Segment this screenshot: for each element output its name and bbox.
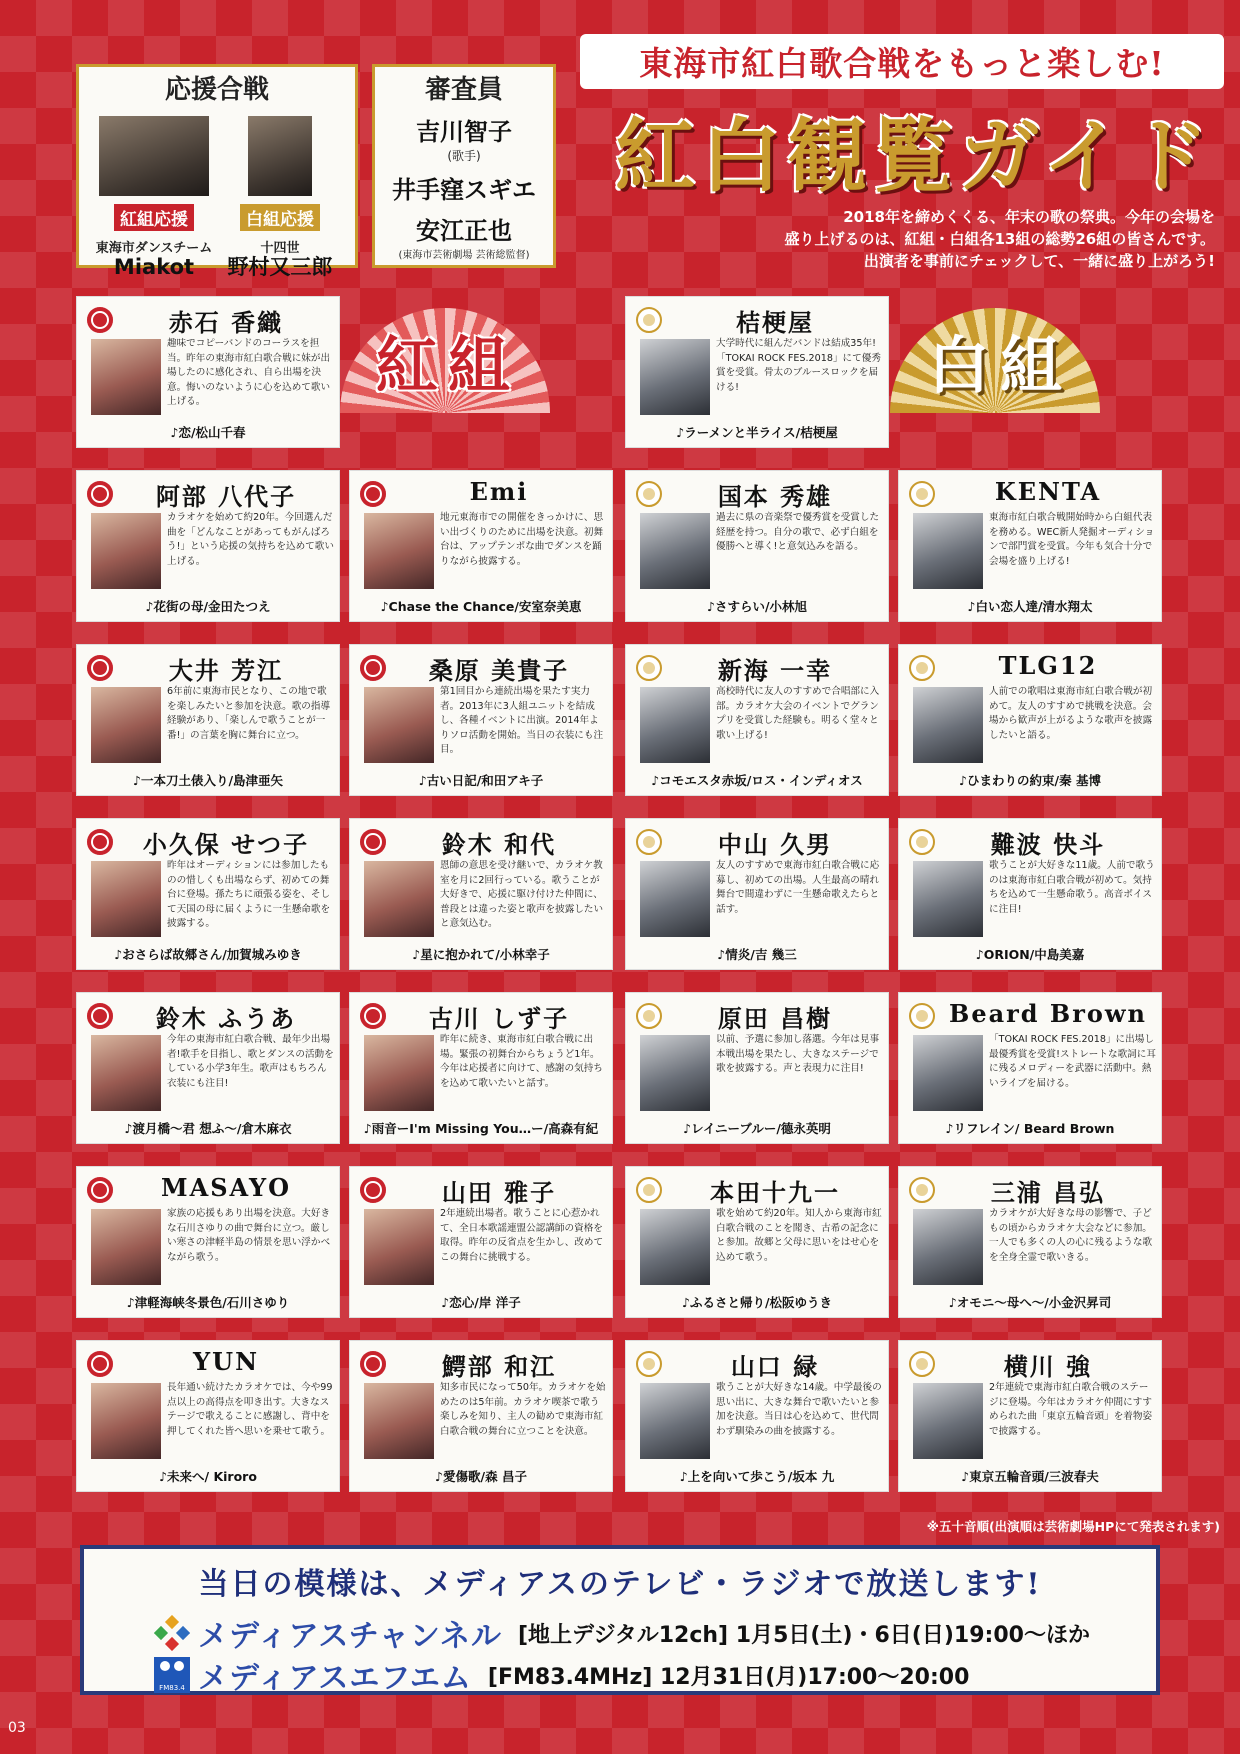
performer-photo <box>91 1035 161 1111</box>
white-support-name: 野村又三郎 <box>227 255 333 279</box>
performer-name: 原田 昌樹 <box>717 1004 833 1033</box>
performer-photo <box>364 513 434 589</box>
performer-card <box>898 1340 1162 1492</box>
performer-card <box>625 818 889 970</box>
performer-card <box>625 296 889 448</box>
performer-song: ♪恋心/岸 洋子 <box>441 1295 521 1310</box>
performer-card <box>349 644 613 796</box>
fm-row <box>154 1653 969 1697</box>
performer-card <box>349 1166 613 1318</box>
white-crest-icon <box>636 1003 662 1029</box>
performer-photo <box>913 1035 983 1111</box>
performer-photo <box>364 687 434 763</box>
white-crest-icon <box>636 1351 662 1377</box>
page-title: 紅白観覧ガイド <box>615 109 1215 203</box>
performer-description: 今年の東海市紅白歌合戦、最年少出場者!歌手を目指し、歌とダンスの活動をしている小学3年生。歌声はもちろん衣装にも注目! <box>167 1034 334 1089</box>
performer-card <box>625 1166 889 1318</box>
performer-name: 赤石 香織 <box>168 308 284 337</box>
red-crest-icon <box>87 1177 113 1203</box>
red-crest-icon <box>87 655 113 681</box>
white-crest-icon <box>909 655 935 681</box>
red-crest-icon <box>360 829 386 855</box>
red-crest-icon <box>87 307 113 333</box>
performer-card <box>898 818 1162 970</box>
red-crest-icon <box>87 829 113 855</box>
performer-photo <box>913 1383 983 1459</box>
performer-song: ♪リフレイン/ Beard Brown <box>945 1121 1115 1136</box>
performer-card <box>349 818 613 970</box>
performer-photo <box>91 1209 161 1285</box>
performer-card <box>76 296 340 448</box>
header-description: 2018年を締めくくる、年末の歌の祭典。今年の会場を 盛り上げるのは、紅組・白組各13組の総勢26組の皆さんです。 出演者を事前にチェックして、一緒に盛り上がろう! <box>784 208 1215 270</box>
performer-name: Emi <box>469 477 529 506</box>
performer-song: ♪古い日記/和田アキ子 <box>418 773 544 788</box>
performer-photo <box>364 1383 434 1459</box>
performer-card <box>76 470 340 622</box>
performer-description: カラオケを始めて約20年。今回選んだ曲を「どんなことがあってもがんばろう!」という応援の気持ちを込めて歌い上げる。 <box>167 512 334 567</box>
performer-name: YUN <box>193 1347 259 1376</box>
performer-song: ♪情炎/吉 幾三 <box>717 947 797 962</box>
performer-photo <box>640 1209 710 1285</box>
performer-description: 高校時代に友人のすすめで合唱部に入部。カラオケ大会のイベントでグランプリを受賞した経験も。明るく堂々と歌い上げる! <box>716 686 880 741</box>
performer-name: 中山 久男 <box>717 830 833 859</box>
mediacs-channel-icon <box>154 1615 190 1651</box>
performer-description: 家族の応援もあり出場を決意。大好きな石川さゆりの曲で舞台に立つ。厳しい寒さの津軽半島の情景を思い浮かべながら歌う。 <box>167 1208 331 1263</box>
performer-description: 2年連続出場者。歌うことに心惹かれて、全日本歌謡連盟公認講師の資格を取得。昨年の反省点を生かし、改めてこの舞台に挑戦する。 <box>440 1208 604 1263</box>
judge-1-role: (歌手) <box>447 149 481 163</box>
performer-description: 以前、予選に参加し落選。今年は見事本戦出場を果たし、大きなステージで歌を披露する。声と表現力に注目! <box>716 1034 880 1074</box>
performer-song: ♪未来へ/ Kiroro <box>159 1469 257 1484</box>
red-crest-icon <box>87 1351 113 1377</box>
performer-song: ♪オモニ〜母へ〜/小金沢昇司 <box>948 1295 1112 1310</box>
red-crest-icon <box>360 1351 386 1377</box>
page-number: 03 <box>8 1720 26 1736</box>
performer-photo <box>364 1035 434 1111</box>
performer-name: 山田 雅子 <box>441 1178 557 1207</box>
miakot-photo <box>99 116 209 196</box>
oen-box <box>76 64 358 279</box>
performer-song: ♪レイニーブルー/德永英明 <box>683 1121 831 1136</box>
performer-song: ♪渡月橋〜君 想ふ〜/倉木麻衣 <box>124 1121 292 1136</box>
performer-card <box>349 992 613 1144</box>
tv-info: [地上デジタル12ch] 1月5日(土)・6日(日)19:00〜ほか <box>518 1622 1090 1648</box>
white-crest-icon <box>909 1003 935 1029</box>
performer-name: 山口 緑 <box>730 1352 820 1381</box>
performer-name: 桔梗屋 <box>736 308 814 337</box>
tv-row <box>154 1611 1090 1655</box>
performer-name: 鰐部 和江 <box>441 1352 557 1381</box>
white-support-team: 十四世 <box>260 241 300 256</box>
red-crest-icon <box>360 655 386 681</box>
performer-photo <box>640 513 710 589</box>
white-team-label: 白組 <box>928 329 1073 402</box>
performer-photo <box>913 513 983 589</box>
performer-photo <box>91 861 161 937</box>
performer-card <box>625 470 889 622</box>
performer-card <box>76 992 340 1144</box>
white-crest-icon <box>909 481 935 507</box>
performer-name: 新海 一幸 <box>717 656 833 685</box>
performer-description: 恩師の意思を受け継いで、カラオケ教室を月に2回行っている。歌うことが大好きで、応援に駆け付けた仲間に、普段とは違った姿と歌声を披露したいと意気込む。 <box>440 860 604 929</box>
performer-photo <box>91 1383 161 1459</box>
performer-description: 「TOKAI ROCK FES.2018」に出場し最優秀賞を受賞!ストレートな歌詞に耳に残るメロディーを武器に活動中。熱いライブを届ける。 <box>989 1034 1156 1089</box>
broadcast-title: 当日の模様は、メディアスのテレビ・ラジオで放送します! <box>198 1567 1042 1602</box>
red-crest-icon <box>360 1003 386 1029</box>
performer-name: KENTA <box>994 477 1102 506</box>
performer-card <box>349 470 613 622</box>
performer-description: 東海市紅白歌合戦開始時から白組代表を務める。WEC新人発掘オーディションで部門賞を受賞。今年も気合十分で会場を盛り上げる! <box>989 512 1155 567</box>
performer-photo <box>640 339 710 415</box>
performer-description: 昨年に続き、東海市紅白歌合戦に出場。緊張の初舞台からちょうど1年。今年は応援者に向けて、感謝の気持ちを込めて歌いたいと話す。 <box>440 1034 603 1089</box>
white-crest-icon <box>909 1351 935 1377</box>
header-subtitle: 東海市紅白歌合戦をもっと楽しむ! <box>580 34 1224 89</box>
performer-photo <box>364 1209 434 1285</box>
fm-info: [FM83.4MHz] 12月31日(月)17:00〜20:00 <box>487 1664 970 1690</box>
performer-song: ♪ふるさと帰り/松阪ゆうき <box>681 1295 833 1310</box>
performer-description: 歌うことが大好きな14歳。中学最後の思い出に、大きな舞台で歌いたいと参加を決意。当日は心を込めて、世代問わず馴染みの曲を披露する。 <box>716 1382 882 1437</box>
performer-song: ♪津軽海峡冬景色/石川さゆり <box>126 1295 290 1310</box>
performer-description: 6年前に東海市民となり、この地で歌を楽しみたいと参加を決意。歌の指導経験があり、「楽しんで歌うことが一番!」の言葉を胸に舞台に立つ。 <box>167 686 331 741</box>
fm-brand: メディアスエフエム <box>198 1661 472 1696</box>
performer-card <box>76 1166 340 1318</box>
performer-song: ♪上を向いて歩こう/坂本 九 <box>679 1469 835 1484</box>
performer-name: 鈴木 ふうあ <box>155 1004 297 1033</box>
performer-description: 2年連続で東海市紅白歌合戦のステージに登場。今年はカラオケ仲間にすすめられた曲「東京五輪音頭」を着物姿で披露する。 <box>989 1382 1153 1437</box>
performer-card <box>898 1166 1162 1318</box>
performer-song: ♪恋/松山千春 <box>170 425 246 440</box>
performer-song: ♪ORION/中島美嘉 <box>975 947 1085 962</box>
performer-name: 三浦 昌弘 <box>990 1178 1106 1207</box>
oen-title: 応援合戦 <box>164 75 269 105</box>
performer-photo <box>640 1383 710 1459</box>
performer-song: ♪愛傷歌/森 昌子 <box>435 1469 527 1484</box>
performer-name: TLG12 <box>998 651 1098 680</box>
performer-description: 知多市民になって50年。カラオケを始めたのは5年前。カラオケ喫茶で歌う楽しみを知り、主人の勧めで東海市紅白歌合戦の舞台に立つことを決意。 <box>440 1382 606 1437</box>
white-crest-icon <box>636 1177 662 1203</box>
performer-photo <box>364 861 434 937</box>
performer-name: 横川 強 <box>1003 1352 1093 1381</box>
white-crest-icon <box>909 829 935 855</box>
performer-name: 小久保 せつ子 <box>142 830 310 859</box>
judge-3-role: (東海市芸術劇場 芸術総監督) <box>398 250 530 261</box>
nomura-photo <box>248 116 312 196</box>
mediacs-fm-icon: FM83.4 <box>154 1657 190 1693</box>
performer-photo <box>91 513 161 589</box>
performer-song: ♪白い恋人達/清水翔太 <box>967 599 1093 614</box>
performer-song: ♪さすらい/小林旭 <box>706 599 808 614</box>
performer-song: ♪花街の母/金田たつえ <box>145 599 271 614</box>
performer-photo <box>913 687 983 763</box>
broadcast-box <box>80 1545 1160 1695</box>
performer-card <box>76 644 340 796</box>
performer-song: ♪ひまわりの約束/秦 基博 <box>959 773 1101 788</box>
judge-2: 井手窪スギエ <box>392 175 536 204</box>
performer-name: MASAYO <box>161 1173 291 1202</box>
red-support-tag: 紅組応援 <box>114 204 194 231</box>
judge-3: 安江正也 <box>416 216 512 245</box>
white-crest-icon <box>636 307 662 333</box>
performer-description: 大学時代に組んだバンドは結成35年!「TOKAI ROCK FES.2018」にて優秀賞を受賞。骨太のブルースロックを届ける! <box>716 338 881 393</box>
performer-description: 人前での歌唱は東海市紅白歌合戦が初めて。友人のすすめで挑戦を決意。会場から歓声が上がるような歌声を披露したいと語る。 <box>989 686 1153 741</box>
performer-song: ♪星に抱かれて/小林幸子 <box>412 947 550 962</box>
performer-description: 昨年はオーディションには参加したものの惜しくも出場ならず、初めての舞台に登場。孫たちに頑張る姿を、そして天国の母に届くように一生懸命歌を披露する。 <box>167 860 331 929</box>
performer-name: Beard Brown <box>949 999 1147 1028</box>
white-crest-icon <box>636 481 662 507</box>
order-note: ※五十音順(出演順は芸術劇場HPにて発表されます) <box>926 1519 1220 1534</box>
red-crest-icon <box>87 481 113 507</box>
performer-photo <box>640 1035 710 1111</box>
performer-name: 国本 秀雄 <box>717 482 833 511</box>
performer-photo <box>91 687 161 763</box>
performer-description: カラオケが大好きな母の影響で、子どもの頃からカラオケ大会などに参加。一人でも多くの人の心に残るような歌を全身全霊で歌いきる。 <box>989 1208 1153 1263</box>
judges-box <box>372 64 556 268</box>
performer-card <box>76 818 340 970</box>
performer-name: 難波 快斗 <box>990 830 1106 859</box>
performer-description: 長年通い続けたカラオケでは、今や99点以上の高得点を叩き出す。大きなステージで歌えることに感謝し、背中を押してくれた皆へ思いを乗せて歌う。 <box>167 1382 333 1437</box>
performer-description: 第1回目から連続出場を果たす実力者。2013年に3人組ユニットを結成し、各種イベントに出演。2014年よりソロ活動を開始。当日の衣装にも注目。 <box>440 686 604 755</box>
white-crest-icon <box>636 829 662 855</box>
performer-card <box>898 992 1162 1144</box>
performer-photo <box>640 861 710 937</box>
performer-song: ♪雨音ーI'm Missing You…ー/高森有紀 <box>363 1121 599 1136</box>
performer-song: ♪ラーメンと半ライス/桔梗屋 <box>676 425 838 440</box>
performer-card <box>625 1340 889 1492</box>
performer-description: 歌うことが大好きな11歳。人前で歌うのは東海市紅白歌合戦が初めて。気持ちを込めて一生懸命歌う。高音ボイスに注目! <box>989 860 1155 915</box>
white-crest-icon <box>909 1177 935 1203</box>
performer-card <box>898 644 1162 796</box>
performer-song: ♪東京五輪音頭/三波春夫 <box>961 1469 1099 1484</box>
performer-photo <box>91 339 161 415</box>
performer-description: 地元東海市での開催をきっかけに、思い出づくりのために出場を決意。初舞台は、アップテンポな曲でダンスを踊りながら披露する。 <box>440 512 604 567</box>
performer-card <box>898 470 1162 622</box>
performer-photo <box>640 687 710 763</box>
performer-photo <box>913 1209 983 1285</box>
performer-song: ♪一本刀土俵入り/島津亜矢 <box>132 773 284 788</box>
performer-name: 阿部 八代子 <box>155 482 297 511</box>
judge-1: 吉川智子 <box>416 117 512 146</box>
performer-name: 桑原 美貴子 <box>428 656 570 685</box>
performer-description: 友人のすすめで東海市紅白歌合戦に応募し、初めての出場。人生最高の晴れ舞台で間違わずに一生懸命歌えたらと話す。 <box>716 860 880 915</box>
performer-name: 古川 しず子 <box>428 1004 570 1033</box>
performer-song: ♪おさらば故郷さん/加賀城みゆき <box>114 947 302 962</box>
performer-card <box>76 1340 340 1492</box>
performer-song: ♪Chase the Chance/安室奈美恵 <box>380 599 582 614</box>
white-crest-icon <box>636 655 662 681</box>
performer-card <box>625 992 889 1144</box>
performer-description: 過去に県の音楽祭で優秀賞を受賞した経歴を持つ。自分の歌で、必ず白組を優勝へと導く!と意気込みを語る。 <box>716 512 880 552</box>
red-team-label: 紅組 <box>376 329 521 402</box>
performer-name: 本田十九一 <box>710 1178 840 1207</box>
performer-description: 歌を始めて約20年。知人から東海市紅白歌合戦のことを聞き、古希の記念にと参加。故郷と父母に思いをはせ心を込めて歌う。 <box>716 1208 882 1263</box>
judges-title: 審査員 <box>424 75 503 105</box>
performer-card <box>625 644 889 796</box>
performer-photo <box>913 861 983 937</box>
performer-description: 趣味でコピーバンドのコーラスを担当。昨年の東海市紅白歌合戦に妹が出場したのに感化され、自ら出場を決意。悔いのないように心を込めて歌い上げる。 <box>167 338 331 407</box>
red-crest-icon <box>360 1177 386 1203</box>
performer-card <box>349 1340 613 1492</box>
white-support-tag: 白組応援 <box>240 204 320 231</box>
tv-brand: メディアスチャンネル <box>198 1619 502 1654</box>
red-crest-icon <box>360 481 386 507</box>
red-support-team: 東海市ダンスチーム <box>95 241 213 256</box>
red-crest-icon <box>87 1003 113 1029</box>
performer-name: 大井 芳江 <box>168 656 284 685</box>
performer-song: ♪コモエスタ赤坂/ロス・インディオス <box>651 773 863 788</box>
performer-name: 鈴木 和代 <box>441 830 557 859</box>
red-support-name: Miakot <box>113 255 195 279</box>
